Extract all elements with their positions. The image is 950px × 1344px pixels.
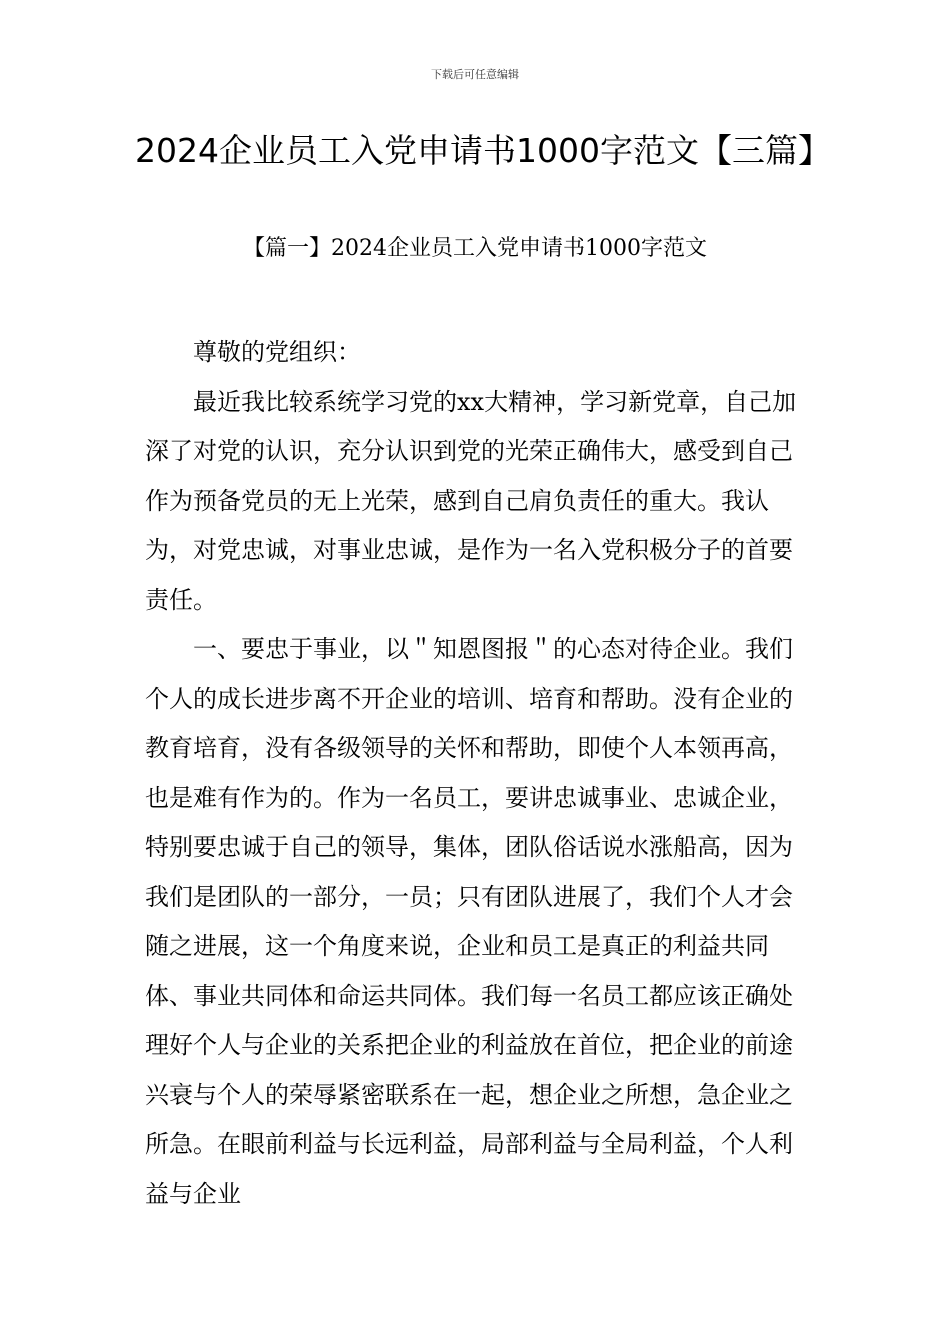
document-title: 2024企业员工入党申请书1000字范文【三篇】 (135, 131, 831, 170)
paragraph-2: 一、要忠于事业，以＂知恩图报＂的心态对待企业。我们个人的成长进步离不开企业的培训、培育和帮助。没有企业的教育培育，没有各级领导的关怀和帮助，即使个人本领再高，也是难有作为的。作为一名员工，要讲忠诚事业、忠诚企业，特别要忠诚于自己的领导，集体，团队俗话说水涨船高，因为我们是团队的一部分，一员；只有团队进展了，我们个人才会随之进展，这一个角度来说，企业和员工是真正的利益共同体、事业共同体和命运共同体。我们每一名员工都应该正确处理好个人与企业的关系把企业的利益放在首位，把企业的前途兴衰与个人的荣辱紧密联系在一起，想企业之所想，急企业之所急。在眼前利益与长远利益，局部利益与全局利益，个人利益与企业 (145, 635, 793, 1208)
document-body (145, 328, 807, 1219)
page-header: 下载后可任意编辑 (431, 68, 519, 81)
salutation: 尊敬的党组织： (193, 338, 361, 366)
paragraph-1: 最近我比较系统学习党的xx大精神，学习新党章，自己加深了对党的认识，充分认识到党的光荣正确伟大，感受到自己作为预备党员的无上光荣，感到自己肩负责任的重大。我认为，对党忠诚，对事业忠诚，是作为一名入党积极分子的首要责任。 (145, 387, 797, 614)
section-heading: 【篇一】2024企业员工入党申请书1000字范文 (243, 236, 707, 261)
